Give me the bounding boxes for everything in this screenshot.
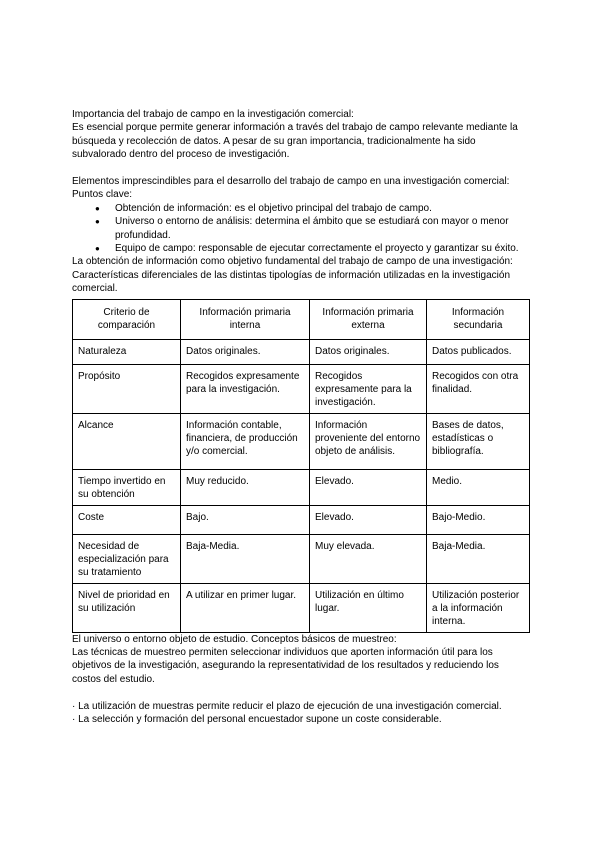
document-content — [72, 108, 530, 727]
table-row — [73, 413, 530, 469]
table-cell: Utilización posterior a la información interna. — [427, 583, 530, 632]
intro-body: Es esencial porque permite generar información a través del trabajo de campo relevante mediante la búsqueda y recolección de datos. A pesar de su gran importancia, tradicionalmente ha sido subvalorado dentro del proceso de investigación. — [72, 122, 518, 161]
table-cell: Bajo-Medio. — [427, 505, 530, 534]
table-header-cell: Información secundaria — [427, 299, 530, 339]
table-cell: Datos publicados. — [427, 339, 530, 364]
table-cell: Bases de datos, estadísticas o bibliografía. — [427, 413, 530, 469]
table-cell: Nivel de prioridad en su utilización — [73, 583, 181, 632]
table-cell: Muy reducido. — [181, 469, 310, 505]
table-cell: Coste — [73, 505, 181, 534]
table-cell: A utilizar en primer lugar. — [181, 583, 310, 632]
list-item — [72, 242, 530, 255]
table-cell: Recogidos expresamente para la investigación. — [181, 364, 310, 413]
table-cell: Elevado. — [310, 469, 427, 505]
intro-title: Importancia del trabajo de campo en la investigación comercial: — [72, 109, 354, 120]
table-cell: Tiempo invertido en su obtención — [73, 469, 181, 505]
note-line: · La selección y formación del personal encuestador supone un coste considerable. — [72, 714, 442, 726]
table-row — [73, 534, 530, 583]
table-cell: Datos originales. — [310, 339, 427, 364]
table-cell: Alcance — [73, 413, 181, 469]
table-row — [73, 583, 530, 632]
table-cell: Naturaleza — [73, 339, 181, 364]
table-intro: La obtención de información como objetivo fundamental del trabajo de campo de una investigación: Características diferenciales de las distintas tipologías de información utilizadas en la investigación comercial. — [72, 256, 513, 295]
elements-title: Elementos imprescindibles para el desarrollo del trabajo de campo en una investigación comercial: — [72, 176, 510, 188]
table-cell: Medio. — [427, 469, 530, 505]
paragraph-spacer — [72, 162, 530, 175]
table-cell: Baja-Media. — [427, 534, 530, 583]
comparison-table — [72, 299, 530, 633]
table-header-cell: Información primaria externa — [310, 299, 427, 339]
table-row — [73, 505, 530, 534]
list-item-text: Equipo de campo: responsable de ejecutar correctamente el proyecto y garantizar su éxito. — [115, 243, 519, 255]
table-cell: Baja-Media. — [181, 534, 310, 583]
table-cell: Necesidad de especialización para su tratamiento — [73, 534, 181, 583]
table-row — [73, 469, 530, 505]
table-cell: Información proveniente del entorno objeto de análisis. — [310, 413, 427, 469]
table-cell: Muy elevada. — [310, 534, 427, 583]
table-cell: Propósito — [73, 364, 181, 413]
bullet-icon: ● — [95, 217, 100, 227]
universe-body: Las técnicas de muestreo permiten seleccionar individuos que aporten información útil para los objetivos de la investigación, asegurando la representatividad de los resultados y reduciendo los costos del estudio. — [72, 647, 499, 685]
table-row — [73, 364, 530, 413]
table-cell: Información contable, financiera, de producción y/o comercial. — [181, 413, 310, 469]
list-item — [72, 215, 530, 242]
table-cell: Bajo. — [181, 505, 310, 534]
table-header-cell: Información primaria interna — [181, 299, 310, 339]
universe-title: El universo o entorno objeto de estudio. Conceptos básicos de muestreo: — [72, 633, 397, 645]
list-item — [72, 202, 530, 215]
table-cell: Elevado. — [310, 505, 427, 534]
elements-subtitle: Puntos clave: — [72, 189, 133, 201]
note-line: · La utilización de muestras permite reducir el plazo de ejecución de una investigación comercial. — [72, 700, 502, 712]
table-cell: Recogidos expresamente para la investigación. — [310, 364, 427, 413]
table-header-cell: Criterio de comparación — [73, 299, 181, 339]
list-item-text: Universo o entorno de análisis: determina el ámbito que se estudiará con mayor o menor profundidad. — [115, 216, 509, 241]
notes-list — [72, 700, 530, 727]
bullet-icon: ● — [95, 244, 100, 254]
list-item-text: Obtención de información: es el objetivo principal del trabajo de campo. — [115, 202, 432, 214]
bullet-icon: ● — [95, 203, 100, 213]
table-cell: Utilización en último lugar. — [310, 583, 427, 632]
table-header-row — [73, 299, 530, 339]
table-row — [73, 339, 530, 364]
table-cell: Datos originales. — [181, 339, 310, 364]
paragraph-spacer — [72, 686, 530, 699]
key-points-list — [72, 202, 530, 256]
table-cell: Recogidos con otra finalidad. — [427, 364, 530, 413]
